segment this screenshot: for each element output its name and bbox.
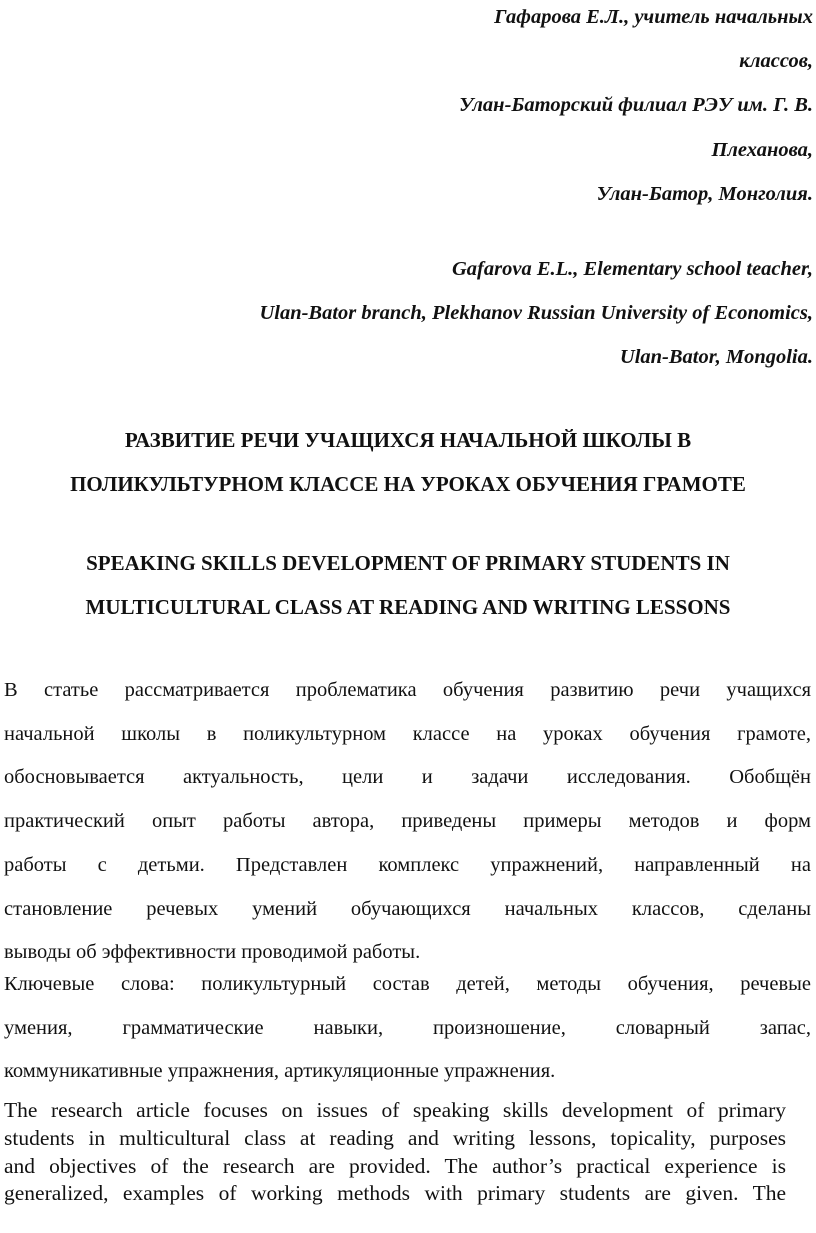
abstract-line: практический опыт работы автора, приведены примеры методов и форм	[4, 810, 811, 833]
article-title-en	[0, 541, 816, 629]
affiliation-line: классов,	[739, 50, 813, 73]
affiliation-line: Улан-Баторский филиал РЭУ им. Г. В.	[459, 94, 813, 117]
title-line: РАЗВИТИЕ РЕЧИ УЧАЩИХСЯ НАЧАЛЬНОЙ ШКОЛЫ В	[124, 428, 692, 452]
abstract-line: выводы об эффективности проводимой работы.	[4, 941, 421, 964]
affiliation-line: Gafarova E.L., Elementary school teacher,	[451, 258, 813, 280]
title-line: SPEAKING SKILLS DEVELOPMENT OF PRIMARY STUDENTS IN	[86, 551, 730, 575]
keywords-line: коммуникативные упражнения, артикуляционные упражнения.	[4, 1060, 556, 1083]
abstract-line: students in multicultural class at reading and writing lessons, topicality, purposes	[4, 1125, 786, 1150]
keywords-line: Ключевые слова: поликультурный состав детей, методы обучения, речевые	[4, 973, 811, 995]
affiliation-line: Плеханова,	[711, 138, 813, 161]
abstract-line: работы с детьми. Представлен комплекс упражнений, направленный на	[4, 853, 811, 876]
affiliation-line: Ulan-Bator, Mongolia.	[619, 346, 813, 369]
title-line: MULTICULTURAL CLASS AT READING AND WRITING LESSONS	[85, 595, 731, 619]
abstract-line: generalized, examples of working methods with primary students are given. The	[4, 1181, 786, 1206]
abstract-line: The research article focuses on issues of speaking skills development of primary	[4, 1098, 786, 1122]
abstract-line: начальной школы в поликультурном классе на уроках обучения грамоте,	[4, 722, 811, 745]
abstract-line: В статье рассматривается проблематика обучения развитию речи учащихся	[4, 679, 811, 701]
abstract-line: становление речевых умений обучающихся начальных классов, сделаны	[4, 897, 811, 920]
keywords-line: умения, грамматические навыки, произношение, словарный запас,	[4, 1016, 811, 1039]
abstract-line: обосновывается актуальность, цели и задачи исследования. Обобщён	[4, 766, 811, 789]
keywords-ru	[4, 963, 811, 1094]
title-line: ПОЛИКУЛЬТУРНОМ КЛАССЕ НА УРОКАХ ОБУЧЕНИЯ ГРАМОТЕ	[70, 472, 746, 496]
abstract-ru	[4, 669, 811, 975]
abstract-en	[4, 1097, 786, 1208]
author-affiliation-ru	[0, 0, 813, 216]
affiliation-line: Гафарова Е.Л., учитель начальных	[494, 6, 813, 28]
author-affiliation-en	[0, 247, 813, 380]
article-title-ru	[0, 418, 816, 506]
affiliation-line: Улан-Батор, Монголия.	[596, 182, 813, 205]
abstract-line: and objectives of the research are provided. The author’s practical experience is	[4, 1153, 786, 1178]
affiliation-line: Ulan-Bator branch, Plekhanov Russian University of Economics,	[259, 302, 813, 325]
